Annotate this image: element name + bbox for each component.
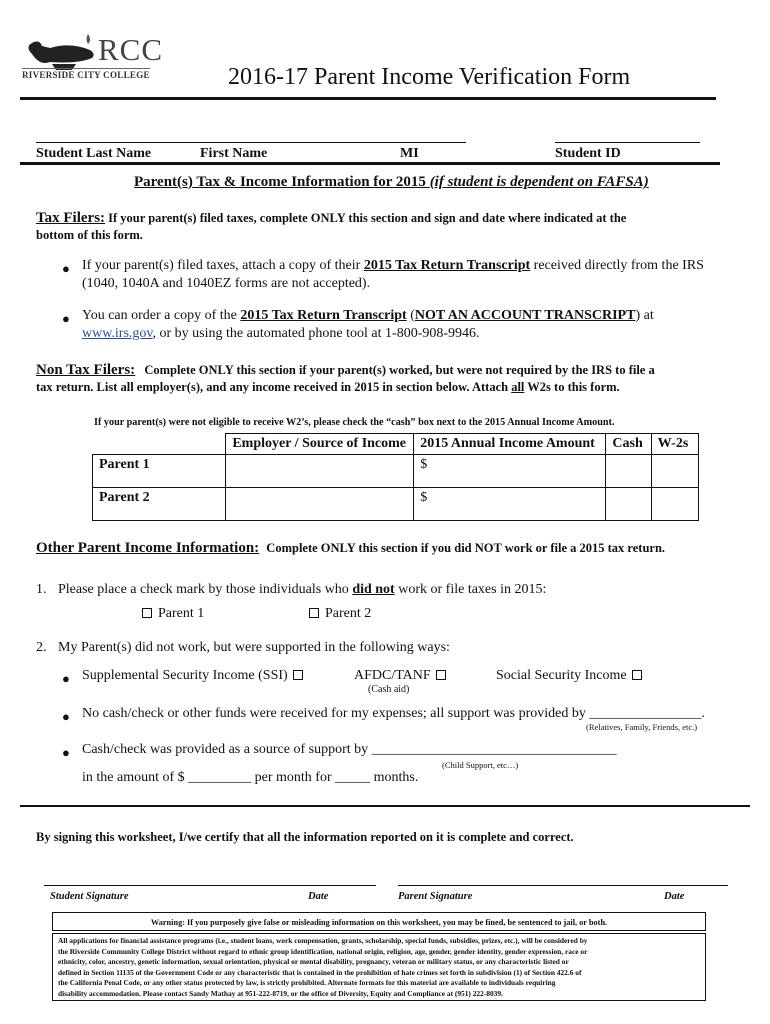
non-tax-line2-post: W2s to this form.	[524, 380, 620, 394]
other-income-label: Other Parent Income Information:	[36, 540, 260, 556]
no-cash-note: (Relatives, Family, Friends, etc.)	[586, 722, 698, 732]
not-account-transcript: NOT AN ACCOUNT TRANSCRIPT	[414, 308, 636, 323]
question-1-em: did not	[352, 582, 395, 597]
parent1-w2-cell[interactable]	[651, 455, 698, 488]
col-employer: Employer / Source of Income	[226, 434, 414, 455]
bullet-icon: ●	[62, 261, 70, 276]
table-header-row	[93, 434, 699, 455]
row-parent1-label: Parent 1	[93, 455, 226, 488]
checkbox-icon	[632, 670, 642, 680]
cash-provided-line: Cash/check was provided as a source of support by ___________________________________	[82, 742, 617, 757]
ssi-option[interactable]	[82, 668, 309, 684]
section-header-italic: (if student is dependent on FAFSA)	[429, 174, 649, 190]
parent2-option-label: Parent 2	[325, 606, 372, 621]
table-row	[93, 455, 699, 488]
student-last-name-label: Student Last Name	[36, 146, 152, 161]
tax-filers-label: Tax Filers:	[36, 210, 106, 226]
checkbox-icon	[142, 608, 152, 618]
ssin-option[interactable]	[496, 668, 648, 684]
tax-bullet-2	[82, 308, 654, 324]
parent2-w2-cell[interactable]	[651, 488, 698, 521]
policy-line: the California Penal Code, or any other status protected by law, is strictly prohibited. Alternate formats for this material are available to individuals requiring	[58, 978, 556, 988]
question-2: My Parent(s) did not work, but were supported in the following ways:	[58, 640, 450, 655]
tax-bullet-2-rest: , or by using the automated phone tool at 1-800-908-9946.	[152, 326, 480, 341]
other-income-desc: Complete ONLY this section if you did NOT work or file a 2015 tax return.	[266, 541, 666, 555]
student-id-label: Student ID	[555, 146, 621, 161]
table-corner	[93, 434, 226, 455]
section-header-main: Parent(s) Tax & Income Information for 2015	[134, 174, 430, 190]
parent1-option-label: Parent 1	[158, 606, 205, 621]
mi-label: MI	[400, 146, 419, 161]
policy-line: All applications for financial assistance programs (i.e., student loans, work compensation, grants, scholarship, special funds, subsidies, prizes, etc.), will be considered by	[58, 936, 588, 945]
parent1-amount-cell[interactable]: $	[414, 455, 606, 488]
college-logo	[22, 22, 172, 82]
question-1	[58, 582, 546, 598]
section-header	[134, 174, 649, 191]
afdc-label: AFDC/TANF	[354, 668, 431, 683]
parent-signature-line[interactable]	[398, 885, 728, 886]
ssi-label: Supplemental Security Income (SSI)	[82, 668, 288, 683]
first-name-label: First Name	[200, 146, 268, 161]
afdc-note: (Cash aid)	[368, 684, 410, 695]
parent2-employer-cell[interactable]	[226, 488, 414, 521]
bullet-icon: ●	[62, 745, 70, 760]
question-1-pre: Please place a check mark by those individuals who	[58, 582, 353, 597]
parent1-checkbox[interactable]	[142, 606, 204, 622]
parent2-cash-cell[interactable]	[606, 488, 651, 521]
no-cash-line: No cash/check or other funds were received for my expenses; all support was provided by ________________.	[82, 706, 705, 721]
parent1-cash-cell[interactable]	[606, 455, 651, 488]
w2-note: If your parent(s) were not eligible to receive W2’s, please check the “cash” box next to the 2015 Annual Income Amount.	[94, 417, 615, 428]
fields-rule	[20, 162, 720, 165]
transcript-link-1: 2015 Tax Return Transcript	[363, 258, 531, 273]
tax-bullet-2-post: ) at	[635, 308, 654, 323]
non-tax-intro	[36, 362, 726, 379]
student-signature-line[interactable]	[44, 885, 376, 886]
policy-line: ethnicity, color, ancestry, genetic information, sexual orientation, physical or mental disability, pregnancy, veteran or military status, or any characteristic listed or	[58, 957, 569, 967]
table-row	[93, 488, 699, 521]
row-parent2-label: Parent 2	[93, 488, 226, 521]
parent2-amount-cell[interactable]: $	[414, 488, 606, 521]
lamp-icon	[22, 32, 106, 72]
other-income-intro	[36, 540, 665, 557]
section-rule	[20, 805, 750, 807]
title-rule	[20, 97, 716, 100]
student-date-label: Date	[308, 891, 329, 902]
non-tax-label: Non Tax Filers:	[36, 362, 136, 378]
tax-bullet-1	[82, 258, 704, 274]
policy-box	[52, 933, 706, 1001]
tax-bullet-2-line2	[82, 326, 480, 342]
irs-link[interactable]: www.irs.gov	[82, 326, 153, 341]
parent1-employer-cell[interactable]	[226, 455, 414, 488]
student-signature-label: Student Signature	[50, 891, 129, 902]
id-line	[555, 142, 700, 143]
bullet-icon: ●	[62, 709, 70, 724]
question-1-number: 1.	[36, 582, 47, 597]
tax-bullet-2-pre: You can order a copy of the	[82, 308, 241, 323]
tax-filers-line2: bottom of this form.	[36, 228, 143, 242]
certify-statement: By signing this worksheet, I/we certify that all the information reported on it is complete and correct.	[36, 830, 574, 844]
bullet-icon: ●	[62, 311, 70, 326]
page-title: 2016-17 Parent Income Verification Form	[228, 64, 631, 90]
parent2-checkbox[interactable]	[309, 606, 371, 622]
policy-line: disability accommodation. Please contact Sandy Mathay at 951-222-8719, or the office of Diversity, Equity and Compliance at (951) 222-8039.	[58, 988, 503, 998]
cash-note: (Child Support, etc…)	[442, 760, 519, 770]
parent-date-label: Date	[664, 891, 685, 902]
col-amount: 2015 Annual Income Amount	[414, 434, 606, 455]
amount-line: in the amount of $ _________ per month for _____ months.	[82, 770, 419, 785]
tax-bullet-2-mid: (	[406, 308, 415, 323]
non-tax-line2	[36, 380, 620, 395]
tax-filers-intro	[36, 210, 716, 227]
checkbox-icon	[293, 670, 303, 680]
question-2-number: 2.	[36, 640, 47, 655]
non-tax-line2-all: all	[511, 380, 525, 394]
tax-bullet-1-post: received directly from the IRS	[530, 258, 704, 273]
question-1-post: work or file taxes in 2015:	[394, 582, 547, 597]
tax-filers-line1: If your parent(s) filed taxes, complete ONLY this section and sign and date where indicated at the	[108, 211, 627, 225]
parent-signature-label: Parent Signature	[398, 891, 473, 902]
non-tax-line2-pre: tax return. List all employer(s), and any income received in 2015 in section below. Attach	[36, 380, 512, 394]
tax-bullet-1-pre: If your parent(s) filed taxes, attach a copy of their	[82, 258, 364, 273]
ssin-label: Social Security Income	[496, 668, 627, 683]
transcript-link-2: 2015 Tax Return Transcript	[240, 308, 407, 323]
afdc-option[interactable]	[354, 668, 452, 684]
policy-line: defined in Section 11135 of the Government Code or any characteristic that is contained in the prohibition of hate crimes set forth in subdivision (1) of Section 422.6 of	[58, 967, 582, 977]
logo-abbr: RCC	[98, 32, 164, 67]
col-cash: Cash	[606, 434, 651, 455]
policy-line: the Riverside Community College District without regard to ethnic group identification, national origin, religion, age, gender, gender identity, gender expression, race or	[58, 946, 588, 956]
non-tax-line1: Complete ONLY this section if your parent(s) worked, but were not required by the IRS to file a	[144, 363, 655, 377]
employer-table	[92, 433, 699, 521]
checkbox-icon	[309, 608, 319, 618]
name-line	[36, 142, 466, 143]
logo-name: RIVERSIDE CITY COLLEGE	[22, 70, 150, 80]
checkbox-icon	[436, 670, 446, 680]
col-w2: W-2s	[651, 434, 698, 455]
bullet-icon: ●	[62, 671, 70, 686]
tax-bullet-1-line2: (1040, 1040A and 1040EZ forms are not accepted).	[82, 276, 371, 291]
warning-box: Warning: If you purposely give false or misleading information on this worksheet, you may be fined, be sentenced to jail, or both.	[52, 912, 706, 931]
